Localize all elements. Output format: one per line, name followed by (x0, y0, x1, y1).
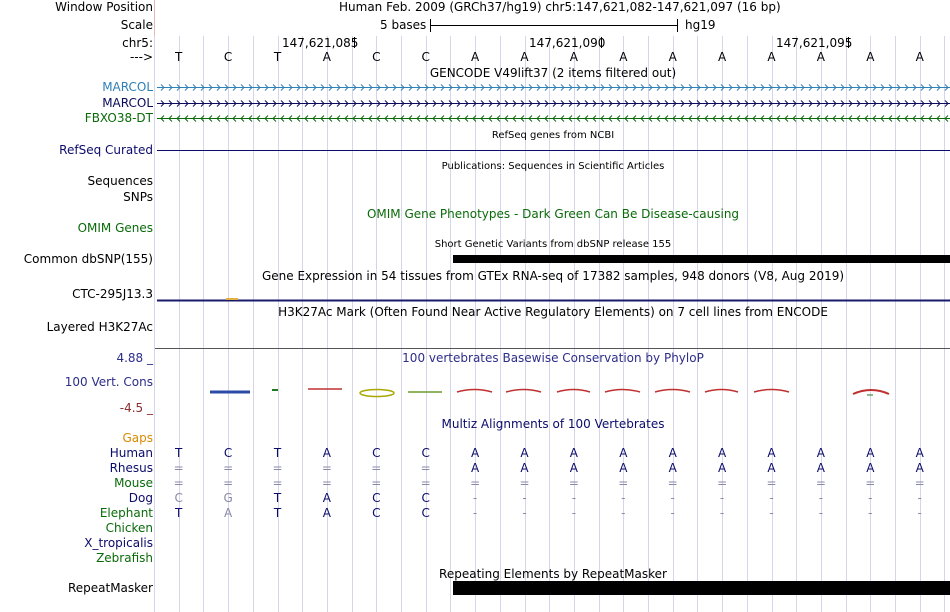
multiz-species-x-tropicalis[interactable]: X_tropicalis (84, 536, 153, 550)
multiz-base: - (571, 506, 577, 520)
dbsnp-variant-bar (453, 255, 950, 263)
multiz-base: = (865, 476, 876, 490)
multiz-base: A (668, 446, 677, 460)
phylop-segment (457, 390, 492, 393)
multiz-base: = (371, 476, 382, 490)
scale-label: Scale (120, 18, 153, 32)
multiz-base: A (322, 446, 331, 460)
multiz-track-title[interactable]: Multiz Alignments of 100 Vertebrates (441, 417, 665, 431)
multiz-base: = (667, 476, 678, 490)
multiz-base: - (522, 506, 527, 520)
multiz-base: - (472, 491, 478, 505)
multiz-species-rhesus[interactable]: Rhesus (109, 461, 153, 475)
omim-track-title[interactable]: OMIM Gene Phenotypes - Dark Green Can Be Disease-causing (366, 207, 740, 221)
multiz-base: = (519, 476, 530, 490)
omim-label[interactable]: OMIM Genes (77, 221, 153, 235)
multiz-species-elephant[interactable]: Elephant (99, 506, 153, 520)
multiz-base: = (618, 476, 629, 490)
base-1: T (175, 50, 183, 64)
multiz-base: A (668, 461, 677, 475)
gencode-label-marcol-2[interactable]: MARCOL (102, 96, 153, 110)
multiz-base: - (621, 506, 626, 520)
multiz-base: A (322, 491, 331, 505)
multiz-base: A (520, 461, 529, 475)
base-5: C (372, 50, 381, 64)
publications-track-title[interactable]: Publications: Sequences in Scientific Articles (441, 161, 665, 172)
multiz-base: A (816, 461, 825, 475)
base-15: A (866, 50, 875, 64)
multiz-base: = (272, 476, 283, 490)
base-2: C (223, 50, 233, 64)
coord-label-2: 147,621,090 (529, 36, 606, 50)
gtex-track-title[interactable]: Gene Expression in 54 tissues from GTEx RNA-seq of 17382 samples, 948 donors (V8, Aug 2019) (261, 269, 845, 283)
multiz-base: C (223, 446, 233, 460)
base-11: A (668, 50, 677, 64)
publications-snps-label[interactable]: SNPs (123, 190, 153, 204)
publications-sequences-label[interactable]: Sequences (87, 174, 153, 188)
phylop-segment (557, 390, 590, 393)
multiz-base: - (719, 506, 725, 520)
multiz-base: T (175, 506, 183, 520)
refseq-label[interactable]: RefSeq Curated (59, 143, 153, 157)
multiz-base: - (769, 491, 774, 505)
multiz-base: C (372, 491, 381, 505)
multiz-base: = (470, 476, 481, 490)
multiz-base: = (766, 476, 777, 490)
multiz-base: = (717, 476, 728, 490)
multiz-base: - (670, 506, 675, 520)
phylop-segment (605, 390, 640, 393)
base-13: A (767, 50, 776, 64)
scale-assembly-text: hg19 (685, 18, 716, 32)
gencode-label-fbxo38-dt[interactable]: FBXO38-DT (84, 111, 153, 125)
multiz-base: - (868, 491, 873, 505)
coord-label-3: 147,621,095 (776, 36, 853, 50)
multiz-base: - (868, 506, 873, 520)
phylop-segment (655, 390, 690, 393)
multiz-base: C (372, 446, 381, 460)
base-3: T (273, 50, 282, 64)
base-8: A (520, 50, 529, 64)
multiz-base: A (717, 446, 727, 460)
repeatmasker-element-bar (453, 581, 950, 595)
multiz-base: A (470, 446, 480, 460)
multiz-base: C (421, 446, 430, 460)
multiz-base: C (174, 491, 183, 505)
phylop-segment (506, 390, 541, 393)
multiz-base: = (815, 476, 826, 490)
multiz-base: - (472, 506, 478, 520)
multiz-base: G (223, 491, 233, 505)
multiz-base: T (273, 446, 282, 460)
multiz-base: = (321, 461, 332, 475)
multiz-base: = (371, 461, 382, 475)
multiz-base: - (769, 506, 774, 520)
multiz-base: - (818, 506, 824, 520)
multiz-base: - (522, 491, 527, 505)
multiz-base: = (321, 476, 332, 490)
multiz-base: A (767, 446, 776, 460)
multiz-species-chicken[interactable]: Chicken (105, 521, 153, 535)
multiz-base: A (915, 446, 924, 460)
conservation-max-label: 4.88 _ (116, 351, 153, 365)
multiz-base: A (322, 506, 331, 520)
refseq-track-title[interactable]: RefSeq genes from NCBI (491, 130, 615, 141)
multiz-base: - (917, 506, 922, 520)
base-7: A (470, 50, 480, 64)
window-position-value: Human Feb. 2009 (GRCh37/hg19) chr5:147,621,082-147,621,097 (16 bp) (339, 0, 781, 14)
multiz-base: = (173, 461, 184, 475)
coord-label-1: 147,621,085 (282, 36, 359, 50)
multiz-base: T (273, 491, 282, 505)
base-10: A (619, 50, 628, 64)
multiz-species-mouse[interactable]: Mouse (114, 476, 153, 490)
base-4: A (322, 50, 331, 64)
h3k27ac-track-title[interactable]: H3K27Ac Mark (Often Found Near Active Regulatory Elements) on 7 cell lines from ENCODE (278, 305, 828, 319)
conservation-track-title[interactable]: 100 vertebrates Basewise Conservation by PhyloP (402, 351, 704, 365)
multiz-base: T (273, 506, 282, 520)
multiz-base: - (719, 491, 725, 505)
base-16: A (915, 50, 924, 64)
multiz-base: - (917, 491, 922, 505)
multiz-base: A (520, 446, 529, 460)
multiz-base: A (619, 446, 628, 460)
multiz-species-dog[interactable]: Dog (128, 491, 153, 505)
multiz-base: = (420, 476, 431, 490)
multiz-base: A (223, 506, 233, 520)
multiz-species-zebrafish[interactable]: Zebrafish (96, 551, 153, 565)
multiz-base: = (568, 476, 579, 490)
chrom-label: chr5: (122, 36, 153, 50)
scale-bases-text: 5 bases (380, 18, 427, 32)
multiz-base: A (816, 446, 825, 460)
conservation-min-label: -4.5 _ (119, 401, 153, 415)
dbsnp-label[interactable]: Common dbSNP(155) (23, 252, 153, 266)
multiz-base: A (767, 461, 776, 475)
multiz-base: A (866, 461, 875, 475)
multiz-base: - (571, 491, 577, 505)
window-position-label: Window Position (55, 0, 153, 14)
base-6: C (421, 50, 430, 64)
multiz-base: = (223, 476, 234, 490)
multiz-base: = (420, 461, 431, 475)
multiz-base: C (421, 506, 430, 520)
phylop-segment (705, 390, 738, 393)
base-9: A (569, 50, 578, 64)
gencode-track-title[interactable]: GENCODE V49lift37 (2 items filtered out) (429, 66, 677, 80)
multiz-base: = (223, 461, 234, 475)
dbsnp-track-title[interactable]: Short Genetic Variants from dbSNP release 155 (434, 239, 672, 250)
multiz-base: = (914, 476, 925, 490)
phylop-segment (754, 390, 789, 393)
repeatmasker-label[interactable]: RepeatMasker (67, 581, 153, 595)
gtex-label[interactable]: CTC-295J13.3 (72, 287, 153, 301)
multiz-base: - (621, 491, 626, 505)
base-14: A (816, 50, 825, 64)
multiz-base: - (818, 491, 824, 505)
multiz-base: = (272, 461, 283, 475)
multiz-species-human[interactable]: Human (109, 446, 153, 460)
multiz-base: T (175, 446, 183, 460)
multiz-base: A (470, 461, 480, 475)
h3k27ac-label[interactable]: Layered H3K27Ac (46, 320, 153, 334)
multiz-base: = (173, 476, 184, 490)
multiz-base: A (717, 461, 727, 475)
multiz-base: A (866, 446, 875, 460)
multiz-gaps-label[interactable]: Gaps (122, 431, 153, 445)
multiz-base: A (569, 461, 578, 475)
gencode-label-marcol-1[interactable]: MARCOL (102, 80, 153, 94)
base-12: A (717, 50, 727, 64)
repeatmasker-track-title[interactable]: Repeating Elements by RepeatMasker (439, 567, 667, 581)
multiz-base: A (569, 446, 578, 460)
strand-label: ---> (129, 50, 153, 64)
multiz-base: C (421, 491, 430, 505)
multiz-base: A (619, 461, 628, 475)
multiz-base: C (372, 506, 381, 520)
multiz-base: - (670, 491, 675, 505)
multiz-base: A (915, 461, 924, 475)
conservation-label[interactable]: 100 Vert. Cons (64, 375, 153, 389)
